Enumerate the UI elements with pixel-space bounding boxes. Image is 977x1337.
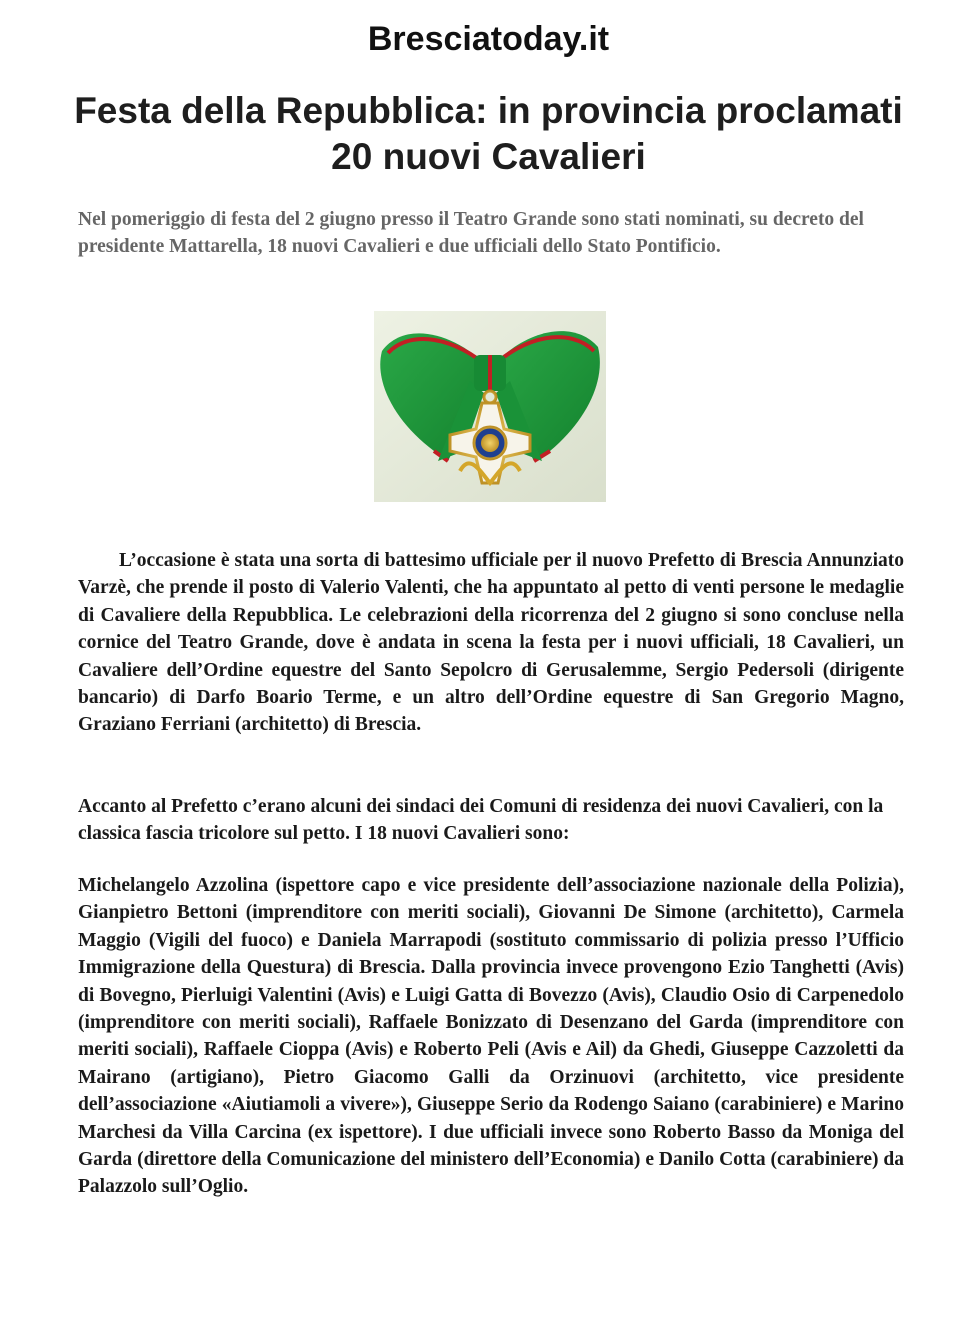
article-lead: Nel pomeriggio di festa del 2 giugno presso il Teatro Grande sono stati nominati, su decreto del presidente Mattarella, 18 nuovi Cavalieri e due ufficiali dello Stato Pontificio.	[78, 209, 864, 257]
article-paragraph-1: L’occasione è stata una sorta di battesimo ufficiale per il nuovo Prefetto di Brescia Annunziato Varzè, che prende il posto di Valerio Valenti, che ha appuntato al petto di venti persone le medaglie di Cavaliere della Repubblica. Le celebrazioni della ricorrenza del 2 giugno si sono concluse nella cornice del Teatro Grande, dove è andata in scena la festa per i nuovi ufficiali, 18 Cavalieri, un Cavaliere dell’Ordine equestre del Santo Sepolcro di Gerusalemme, Sergio Pedersoli (dirigente bancario) di Darfo Boario Terme, e un altro dell’Ordine equestre di San Gregorio Magno, Graziano Ferriani (architetto) di Brescia.	[78, 550, 904, 736]
article-paragraph-2: Accanto al Prefetto c’erano alcuni dei sindaci dei Comuni di residenza dei nuovi Cavalieri, con la classica fascia tricolore sul petto. I 18 nuovi Cavalieri sono:	[78, 796, 884, 845]
article-title: Festa della Repubblica: in provincia proclamati 20 nuovi Cavalieri	[74, 90, 903, 177]
site-name: Bresciatoday.it	[367, 20, 610, 58]
medal-image	[374, 311, 606, 502]
article-paragraph-3: Michelangelo Azzolina (ispettore capo e vice presidente dell’associazione nazionale della Polizia), Gianpietro Bettoni (imprenditore con meriti sociali), Giovanni De Simone (architetto), Carmela Maggio (Vigili del fuoco) e Daniela Marrapodi (sostituto commissario di polizia presso l’Ufficio Immigrazione della Questura) di Brescia. Dalla provincia invece provengono Ezio Tanghetti (Avis) di Bovegno, Pierluigi Valentini (Avis) e Luigi Gatta di Bovezzo (Avis), Claudio Osio di Carpenedolo (imprenditore con meriti sociali), Raffaele Bonizzato di Desenzano del Garda (imprenditore con meriti sociali), Raffaele Cioppa (Avis) e Roberto Peli (Avis e Ail) da Ghedi, Giuseppe Cazzoletti da Mairano (artigiano), Pietro Giacomo Galli da Orzinuovi (architetto, vice presidente dell’associazione «Aiutiamoli a vivere»), Giuseppe Serio da Rodengo Saiano (carabiniere) e Marino Marchesi da Villa Carcina (ex ispettore). I due ufficiali invece sono Roberto Basso da Moniga del Garda (direttore della Comunicazione del ministero dell’Economia) e Danilo Cotta (carabiniere) da Palazzolo sull’Oglio.	[78, 875, 904, 1198]
article-image	[374, 311, 606, 502]
